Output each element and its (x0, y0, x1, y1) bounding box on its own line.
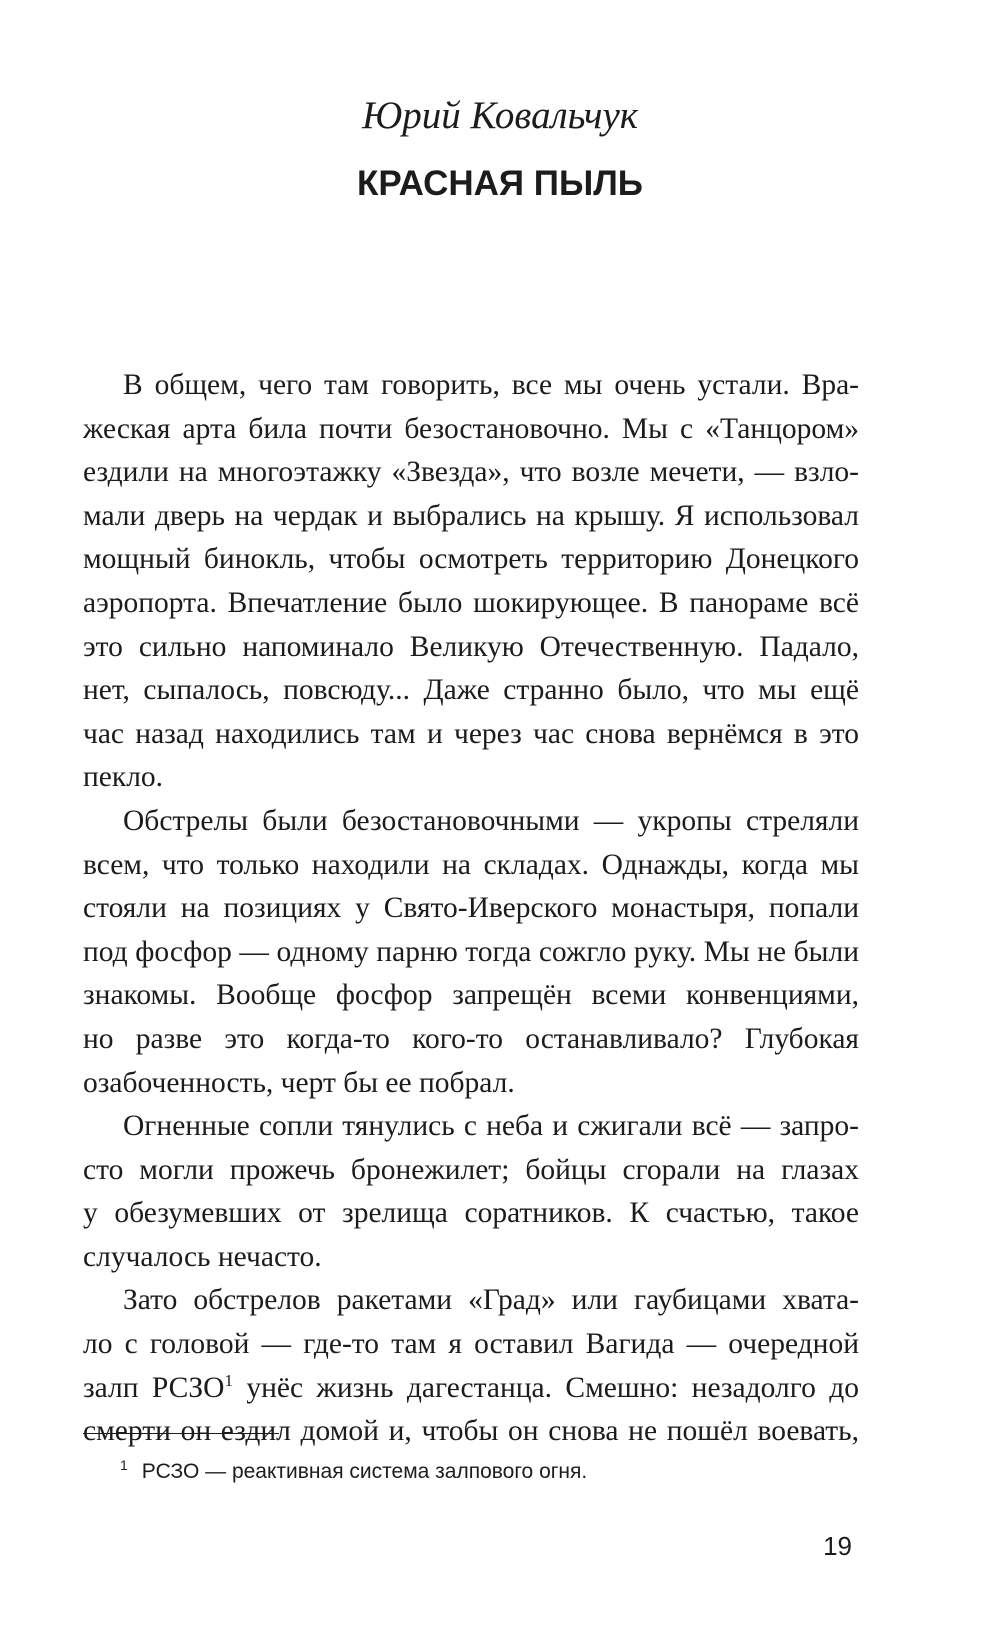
text-line: Огненные сопли тянулись с неба и сжигали всё — запро- (123, 1110, 859, 1143)
text-line: жеская арта била почти безостановочно. Мы с «Танцором» (83, 412, 859, 445)
footnote-text: РСЗО — реактивная система залпового огня. (141, 1460, 588, 1483)
text-line: пекло. (83, 761, 164, 794)
text-fragment: унёс жизнь дагестанца. Смешно: незадолго до (232, 1371, 860, 1404)
text-line: под фосфор — одному парню тогда сожгло руку. Мы не были (83, 935, 859, 968)
text-line: знакомы. Вообще фосфор запрещён всеми конвенциями, (83, 979, 859, 1012)
text-line: случалось нечасто. (83, 1240, 322, 1273)
text-line: озабоченность, черт бы ее побрал. (83, 1066, 515, 1099)
text-line: ездили на многоэтажку «Звезда», что возле мечети, — взло- (83, 456, 859, 489)
text-line: мощный бинокль, чтобы осмотреть территорию Донецкого (83, 543, 859, 576)
text-line: это сильно напоминало Великую Отечественную. Падало, (83, 630, 859, 663)
text-fragment: залп РСЗО (83, 1371, 225, 1404)
text-line: Зато обстрелов ракетами «Град» или гаубицами хвата- (123, 1284, 859, 1317)
footnote-reference: 1 (224, 1370, 233, 1390)
footnote (120, 1450, 587, 1487)
footnote-divider (83, 1433, 279, 1434)
author-name: Юрий Ковальчук (361, 94, 638, 137)
text-line: Обстрелы были безостановочными — укропы стреляли (123, 804, 859, 837)
text-line: сто могли прожечь бронежилет; бойцы сгорали на глазах (83, 1153, 859, 1186)
body-text (83, 364, 859, 1454)
text-line: аэропорта. Впечатление было шокирующее. В панораме всё (83, 586, 859, 619)
text-line: нет, сыпалось, повсюду... Даже странно было, что мы ещё (83, 674, 859, 707)
text-line: но разве это когда-то кого-то останавливало? Глубокая (83, 1022, 859, 1055)
story-title: КРАСНАЯ ПЫЛЬ (357, 164, 643, 203)
page-number: 19 (823, 1531, 852, 1561)
text-line: В общем, чего там говорить, все мы очень устали. Вра- (123, 369, 859, 401)
text-line: всем, что только находили на складах. Однажды, когда мы (83, 848, 859, 881)
text-line: у обезумевших от зрелища соратников. К счастью, такое (83, 1197, 859, 1230)
text-line-with-footnote-ref (83, 1367, 859, 1411)
text-line: стояли на позициях у Свято-Иверского монастыря, попали (83, 892, 859, 925)
text-line: смерти он ездил домой и, чтобы он снова не пошёл воевать, (83, 1415, 859, 1448)
text-line: мали дверь на чердак и выбрались на крышу. Я использовал (83, 499, 859, 532)
footnote-number: 1 (120, 1457, 128, 1473)
text-line: ло с головой — где-то там я оставил Вагида — очередной (83, 1328, 859, 1361)
text-line: час назад находились там и через час снова вернёмся в это (83, 717, 859, 750)
